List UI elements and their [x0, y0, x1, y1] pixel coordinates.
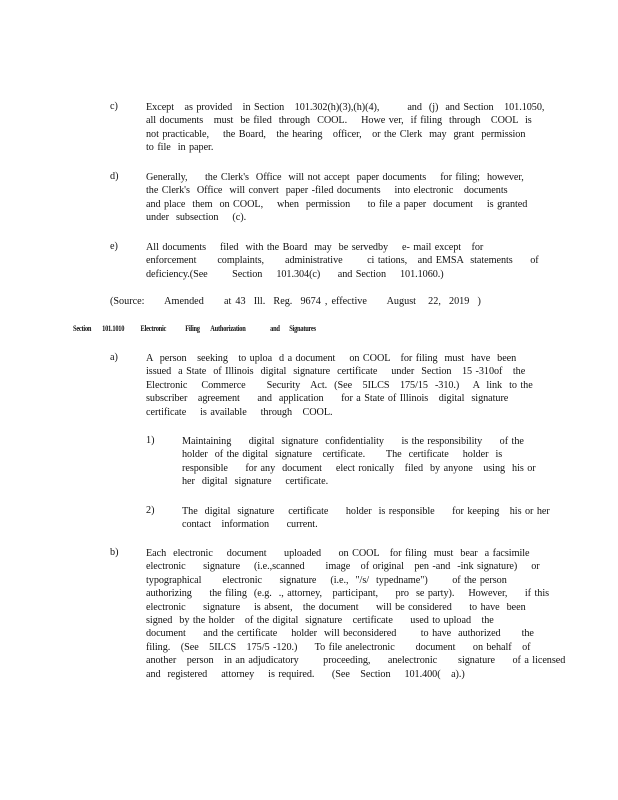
- text-line: All documents filed with the Board may be servedby e- mail except for: [146, 242, 484, 253]
- text-line: certificate is available through COOL.: [146, 406, 333, 418]
- paragraph-label: d): [110, 171, 119, 182]
- text-line: the Clerk's Office will convert paper -filed documents into electronic documents: [146, 185, 508, 197]
- text-line: responsible for any document elect ronically filed by anyone using his or: [182, 462, 536, 474]
- text-line: The digital signature certificate holder is responsible for keeping his or her: [182, 506, 550, 517]
- item-body: [182, 505, 550, 532]
- item-label: 2): [146, 505, 155, 516]
- subsection-label: b): [110, 547, 119, 558]
- text-line: Generally, the Clerk's Office will not accept paper documents for filing; however,: [146, 172, 524, 183]
- text-line: subscriber agreement and application for a State of Illinois digital signature: [146, 393, 509, 405]
- text-line: issued a State of Illinois digital signature certificate under Section 15 -310of the: [146, 366, 526, 378]
- text-line: all documents must be filed through COOL. Howe ver, if filing through COOL is: [146, 115, 532, 127]
- text-line: authorizing the filing (e.g. ., attorney, participant, pro se party). However, if this: [146, 588, 550, 600]
- text-line: Each electronic document uploaded on COOL for filing must bear a facsimile: [146, 548, 530, 559]
- text-line: holder of the digital signature certificate. The certificate holder is: [182, 449, 503, 461]
- text-line: Except as provided in Section 101.302(h)(3),(h)(4), and (j) and Section 101.1050,: [146, 102, 545, 113]
- paragraph-label: c): [110, 101, 118, 112]
- text-line: typographical electronic signature (i.e., "/s/ typedname") of the person: [146, 574, 507, 586]
- text-line: electronic signature is absent, the document will be considered to have been: [146, 601, 526, 613]
- text-line: filing. (See 5ILCS 175/5 -120.) To file anelectronic document on behalf of: [146, 641, 531, 653]
- text-line: deficiency.(See Section 101.304(c) and Section 101.1060.): [146, 268, 444, 280]
- text-line: signed by the holder of the digital signature certificate used to upload the: [146, 615, 494, 627]
- text-line: her digital signature certificate.: [182, 476, 329, 488]
- item-body: [182, 435, 536, 489]
- paragraph-body: [146, 171, 527, 225]
- text-line: under subsection (c).: [146, 212, 247, 224]
- source-note: (Source: Amended at 43 Ill. Reg. 9674 , effective August 22, 2019 ): [110, 296, 481, 307]
- text-line: Electronic Commerce Security Act. (See 5ILCS 175/15 -310.) A link to the: [146, 379, 533, 391]
- text-line: contact information current.: [182, 519, 318, 531]
- text-line: A person seeking to uploa d a document on COOL for filing must have been: [146, 353, 517, 364]
- text-line: Maintaining digital signature confidentiality is the responsibility of the: [182, 436, 524, 447]
- subsection-body: [146, 352, 533, 419]
- text-line: another person in an adjudicatory proceeding, anelectronic signature of a licensed: [146, 655, 566, 667]
- item-label: 1): [146, 435, 155, 446]
- paragraph-body: [146, 241, 539, 281]
- text-line: enforcement complaints, administrative ci tations, and EMSA statements of: [146, 255, 539, 267]
- text-line: document and the certificate holder will beconsidered to have authorized the: [146, 628, 534, 640]
- text-line: and registered attorney is required. (See Section 101.400( a).): [146, 668, 465, 680]
- subsection-body: [146, 547, 565, 681]
- text-line: electronic signature (i.e.,scanned image of original pen -and -ink signature) or: [146, 561, 540, 573]
- text-line: not practicable, the Board, the hearing officer, or the Clerk may grant permission: [146, 128, 526, 140]
- section-heading: Section 101.1010 Electronic Filing Authorization and Signatures: [73, 324, 316, 333]
- text-line: and place them on COOL, when permission to file a paper document is granted: [146, 198, 528, 210]
- text-line: to file in paper.: [146, 142, 214, 154]
- paragraph-body: [146, 101, 544, 155]
- paragraph-label: e): [110, 241, 118, 252]
- subsection-label: a): [110, 352, 118, 363]
